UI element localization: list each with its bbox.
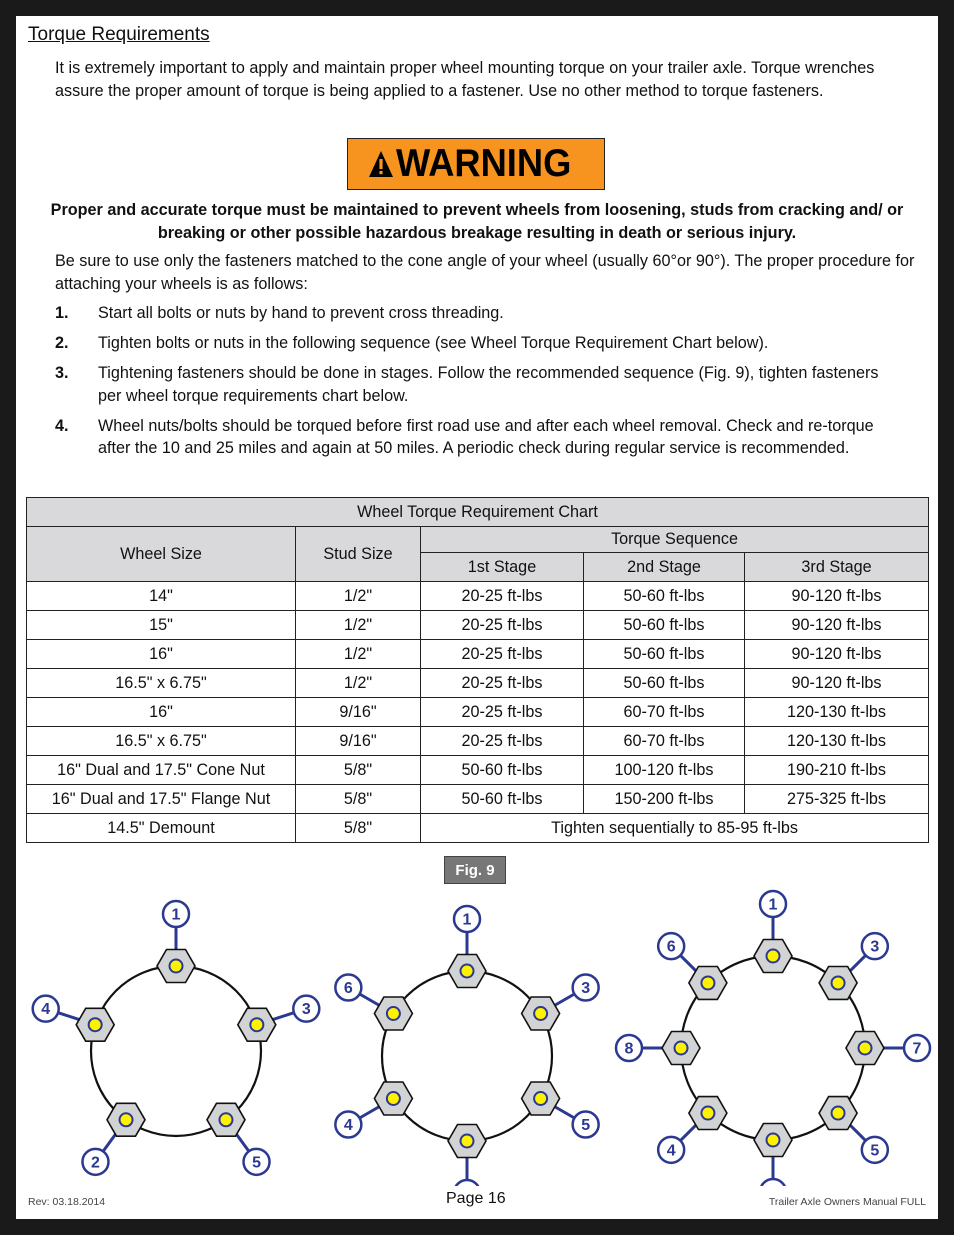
table-row bbox=[27, 727, 929, 756]
lug-nut bbox=[754, 1124, 792, 1187]
cell-stage-3: 90-120 ft-lbs bbox=[745, 611, 929, 640]
sequence-number bbox=[769, 1185, 778, 1187]
sequence-number: 5 bbox=[870, 1142, 880, 1160]
lug-nut bbox=[658, 1097, 727, 1163]
cell-stud-size: 1/2" bbox=[296, 582, 421, 611]
step-text: Wheel nuts/bolts should be torqued before first road use and after each wheel removal. Check and re-torque after the 10 and 25 miles and again at 50 miles. A periodic check during regular service is recommended. bbox=[98, 416, 874, 457]
sequence-number bbox=[463, 1186, 472, 1187]
cell-wheel-size: 16" bbox=[27, 640, 296, 669]
lug-nut bbox=[522, 1082, 599, 1138]
table-row bbox=[27, 756, 929, 785]
lug-nut bbox=[33, 996, 114, 1042]
sequence-number: 1 bbox=[768, 896, 778, 914]
lug-nut bbox=[335, 1082, 412, 1138]
cell-wheel-size: 16.5" x 6.75" bbox=[27, 727, 296, 756]
cell-wheel-size: 14" bbox=[27, 582, 296, 611]
sequence-number: 4 bbox=[666, 1142, 676, 1160]
sequence-number: 8 bbox=[624, 1040, 634, 1058]
sequence-number: 3 bbox=[301, 1001, 311, 1019]
sequence-number: 2 bbox=[91, 1154, 100, 1172]
cell-wheel-size: 15" bbox=[27, 611, 296, 640]
lug-nut bbox=[819, 933, 888, 999]
figure-label: Fig. 9 bbox=[444, 856, 506, 884]
warning-label: WARNING bbox=[395, 142, 572, 185]
cell-stage-1: 50-60 ft-lbs bbox=[421, 756, 584, 785]
lug-nut bbox=[82, 1103, 145, 1175]
step-text: Tightening fasteners should be done in stages. Follow the recommended sequence (Fig. 9), tighten fasteners per wheel torque requirements chart below. bbox=[98, 364, 879, 405]
step-text: Start all bolts or nuts by hand to prevent cross threading. bbox=[98, 304, 504, 322]
cell-stage-3: 90-120 ft-lbs bbox=[745, 640, 929, 669]
lug-nut bbox=[754, 891, 792, 973]
cell-wheel-size: 16" Dual and 17.5" Flange Nut bbox=[27, 785, 296, 814]
cell-stage-1: 20-25 ft-lbs bbox=[421, 582, 584, 611]
manual-page bbox=[16, 16, 938, 1219]
cell-stage-3: 120-130 ft-lbs bbox=[745, 727, 929, 756]
cell-wheel-size: 14.5" Demount bbox=[27, 814, 296, 843]
lug-nut bbox=[819, 1097, 888, 1163]
revision-date: Rev: 03.18.2014 bbox=[28, 1196, 106, 1208]
header-stud-size: Stud Size bbox=[296, 527, 421, 582]
cell-stage-3: 190-210 ft-lbs bbox=[745, 756, 929, 785]
page-number: Page 16 bbox=[446, 1190, 506, 1207]
warning-banner bbox=[347, 138, 605, 190]
cell-stage-1: 50-60 ft-lbs bbox=[421, 785, 584, 814]
lug-nut bbox=[448, 906, 486, 988]
lug-nut bbox=[238, 996, 319, 1042]
sequence-number: 4 bbox=[41, 1001, 51, 1019]
step-number: 2. bbox=[55, 334, 69, 352]
cell-stud-size: 1/2" bbox=[296, 669, 421, 698]
cell-stage-2: 50-60 ft-lbs bbox=[584, 640, 745, 669]
lug-nut bbox=[448, 1125, 486, 1187]
cell-wheel-size: 16" Dual and 17.5" Cone Nut bbox=[27, 756, 296, 785]
lug-nut bbox=[335, 975, 412, 1031]
sequence-number: 7 bbox=[912, 1040, 922, 1058]
cell-stud-size: 5/8" bbox=[296, 756, 421, 785]
sequence-number: 3 bbox=[870, 938, 880, 956]
list-item bbox=[55, 302, 915, 325]
cell-stage-1: 20-25 ft-lbs bbox=[421, 669, 584, 698]
cell-stud-size: 1/2" bbox=[296, 640, 421, 669]
cell-stage-3: 275-325 ft-lbs bbox=[745, 785, 929, 814]
cell-stud-size: 1/2" bbox=[296, 611, 421, 640]
cell-stage-1: 20-25 ft-lbs bbox=[421, 727, 584, 756]
table-row bbox=[27, 698, 929, 727]
manual-title: Trailer Axle Owners Manual FULL bbox=[768, 1196, 926, 1208]
cell-stage-2: 150-200 ft-lbs bbox=[584, 785, 745, 814]
table-title: Wheel Torque Requirement Chart bbox=[27, 498, 929, 527]
cell-stud-size: 9/16" bbox=[296, 698, 421, 727]
table-row bbox=[27, 669, 929, 698]
sequence-number: 1 bbox=[171, 906, 181, 924]
procedure-intro: Be sure to use only the fasteners matched to the cone angle of your wheel (usually 60°or 90°). The proper procedure for attaching your wheels is as follows: bbox=[55, 252, 915, 293]
sequence-number: 5 bbox=[252, 1154, 261, 1172]
lug-nut bbox=[846, 1032, 930, 1065]
lug-nut bbox=[658, 933, 727, 999]
cell-stage-3: 120-130 ft-lbs bbox=[745, 698, 929, 727]
wheel-diagram-8-lug bbox=[616, 891, 930, 1186]
warning-triangle-icon bbox=[368, 148, 394, 180]
wheel-diagram-5-lug bbox=[33, 901, 320, 1175]
cell-stud-size: 5/8" bbox=[296, 814, 421, 843]
table-row bbox=[27, 611, 929, 640]
cell-demount-note: Tighten sequentially to 85-95 ft-lbs bbox=[421, 814, 929, 843]
torque-table bbox=[26, 497, 929, 843]
header-torque-sequence: Torque Sequence bbox=[421, 527, 929, 553]
header-wheel-size: Wheel Size bbox=[27, 527, 296, 582]
lug-nut bbox=[157, 901, 195, 983]
sequence-number: 5 bbox=[581, 1117, 591, 1134]
cell-stage-2: 50-60 ft-lbs bbox=[584, 582, 745, 611]
table-row bbox=[27, 582, 929, 611]
sequence-number: 3 bbox=[581, 980, 591, 997]
cell-wheel-size: 16.5" x 6.75" bbox=[27, 669, 296, 698]
lug-nut bbox=[207, 1103, 270, 1175]
step-number: 3. bbox=[55, 364, 69, 382]
sequence-number: 6 bbox=[666, 938, 676, 956]
wheel-diagram-6-lug bbox=[335, 906, 598, 1186]
list-item bbox=[55, 362, 915, 407]
section-title: Torque Requirements bbox=[28, 24, 210, 45]
cell-stage-1: 20-25 ft-lbs bbox=[421, 640, 584, 669]
cell-stage-1: 20-25 ft-lbs bbox=[421, 698, 584, 727]
cell-stud-size: 5/8" bbox=[296, 785, 421, 814]
intro-paragraph: It is extremely important to apply and maintain proper wheel mounting torque on your trailer axle. Torque wrenches assure the proper amount of torque is being applied to a fastener. Use no other method to torque fasteners. bbox=[55, 59, 875, 100]
list-item bbox=[55, 415, 915, 460]
step-number: 1. bbox=[55, 304, 69, 322]
cell-stage-3: 90-120 ft-lbs bbox=[745, 582, 929, 611]
lug-nut bbox=[616, 1032, 700, 1065]
procedure-steps bbox=[55, 302, 915, 467]
step-number: 4. bbox=[55, 416, 69, 435]
cell-stud-size: 9/16" bbox=[296, 727, 421, 756]
cell-stage-2: 50-60 ft-lbs bbox=[584, 669, 745, 698]
table-row bbox=[27, 640, 929, 669]
sequence-number: 6 bbox=[343, 980, 353, 997]
cell-wheel-size: 16" bbox=[27, 698, 296, 727]
header-stage-3: 3rd Stage bbox=[745, 553, 929, 582]
warning-text: Proper and accurate torque must be maintained to prevent wheels from loosening, studs from cracking and/ or breaking or other possible hazardous breakage resulting in death or serious injury. bbox=[50, 201, 904, 242]
header-stage-1: 1st Stage bbox=[421, 553, 584, 582]
cell-stage-2: 50-60 ft-lbs bbox=[584, 611, 745, 640]
cell-stage-3: 90-120 ft-lbs bbox=[745, 669, 929, 698]
sequence-number: 4 bbox=[343, 1117, 353, 1134]
header-stage-2: 2nd Stage bbox=[584, 553, 745, 582]
list-item bbox=[55, 332, 915, 355]
lug-nut bbox=[522, 975, 599, 1031]
cell-stage-2: 60-70 ft-lbs bbox=[584, 698, 745, 727]
step-text: Tighten bolts or nuts in the following sequence (see Wheel Torque Requirement Chart below). bbox=[98, 334, 769, 352]
cell-stage-2: 60-70 ft-lbs bbox=[584, 727, 745, 756]
cell-stage-1: 20-25 ft-lbs bbox=[421, 611, 584, 640]
lug-sequence-diagrams bbox=[16, 886, 938, 1186]
cell-stage-2: 100-120 ft-lbs bbox=[584, 756, 745, 785]
sequence-number: 1 bbox=[462, 911, 472, 929]
table-row bbox=[27, 785, 929, 814]
